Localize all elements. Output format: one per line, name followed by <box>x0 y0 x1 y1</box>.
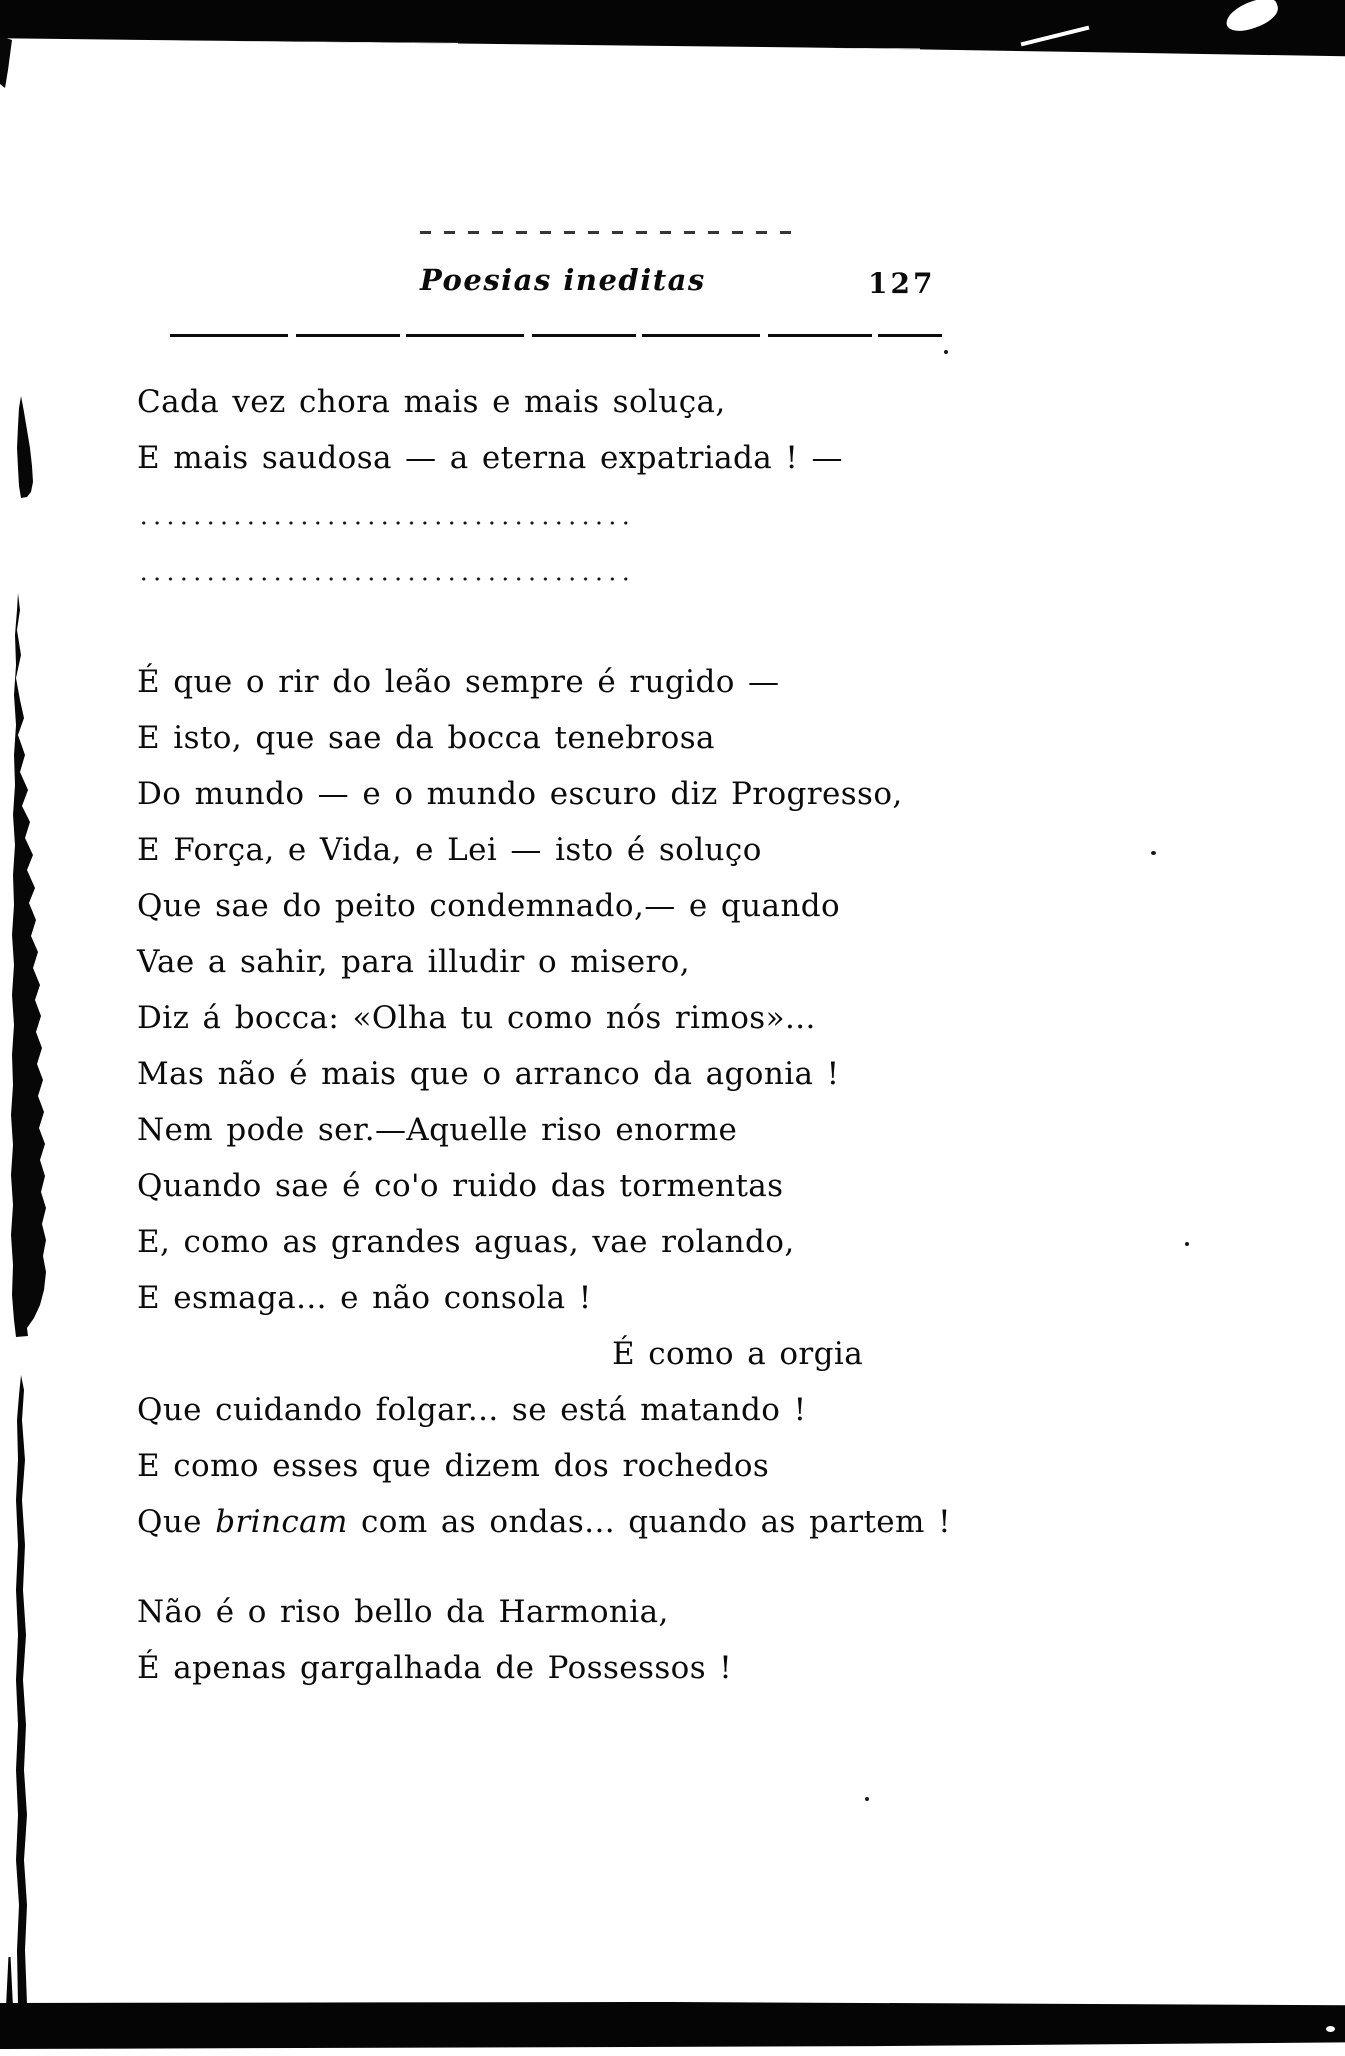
poem-line: Quando sae é co'o ruido das tormentas <box>137 1168 784 1204</box>
scan-ink-blots <box>0 0 60 2056</box>
running-header-title: Poesias ineditas <box>420 263 706 297</box>
ink-speck <box>1185 1242 1189 1246</box>
poem-line: Mas não é mais que o arranco da agonia ! <box>137 1056 840 1092</box>
poem-line: É apenas gargalhada de Possessos ! <box>137 1650 733 1686</box>
poem-line: E mais saudosa — a eterna expatriada ! — <box>137 440 843 476</box>
poem-line: E isto, que sae da bocca tenebrosa <box>137 720 715 756</box>
header-rule <box>170 334 942 337</box>
scan-curl-mark <box>1222 0 1281 36</box>
poem-text: com as ondas... quando as partem ! <box>347 1504 951 1540</box>
poem-line: E como esses que dizem dos rochedos <box>137 1448 770 1484</box>
page-number: 127 <box>868 267 936 300</box>
poem-line: E, como as grandes aguas, vae rolando, <box>137 1224 795 1260</box>
ink-speck <box>1151 851 1156 855</box>
scan-streak <box>28 39 458 47</box>
poem-line: Diz á bocca: «Olha tu como nós rimos»... <box>137 1000 816 1036</box>
ellipsis-line <box>137 486 634 542</box>
poem-line: É que o rir do leão sempre é rugido — <box>137 664 780 700</box>
scan-dashed-line <box>420 231 792 234</box>
poem-line <box>137 1494 1137 1550</box>
poem-line: Não é o riso bello da Harmonia, <box>137 1594 669 1630</box>
scan-edge-top <box>0 0 1345 58</box>
poem-line: Do mundo — e o mundo escuro diz Progresso, <box>137 776 903 812</box>
poem-text: Que <box>137 1504 216 1540</box>
scan-streak <box>1021 26 1090 47</box>
running-header <box>0 263 1345 307</box>
poem-line: E Força, e Vida, e Lei — isto é soluço <box>137 832 762 868</box>
poem-line: Que sae do peito condemnado,— e quando <box>137 888 841 924</box>
ink-speck <box>944 350 948 354</box>
poem <box>137 374 1137 1696</box>
poem-line: Cada vez chora mais e mais soluça, <box>137 384 726 420</box>
poem-line: É como a orgia <box>612 1336 864 1372</box>
ink-speck <box>865 1797 869 1801</box>
poem-line: Nem pode ser.—Aquelle riso enorme <box>137 1112 738 1148</box>
scan-edge-bottom <box>0 2002 1345 2049</box>
scan-streak <box>120 44 920 52</box>
ellipsis-line <box>137 542 634 598</box>
poem-line: E esmaga... e não consola ! <box>137 1280 592 1316</box>
poem-line: Vae a sahir, para illudir o misero, <box>137 944 690 980</box>
poem-word-italic: brincam <box>215 1504 348 1540</box>
poem-line: Que cuidando folgar... se está matando ! <box>137 1392 807 1428</box>
scan-white-dot <box>1326 2026 1335 2032</box>
